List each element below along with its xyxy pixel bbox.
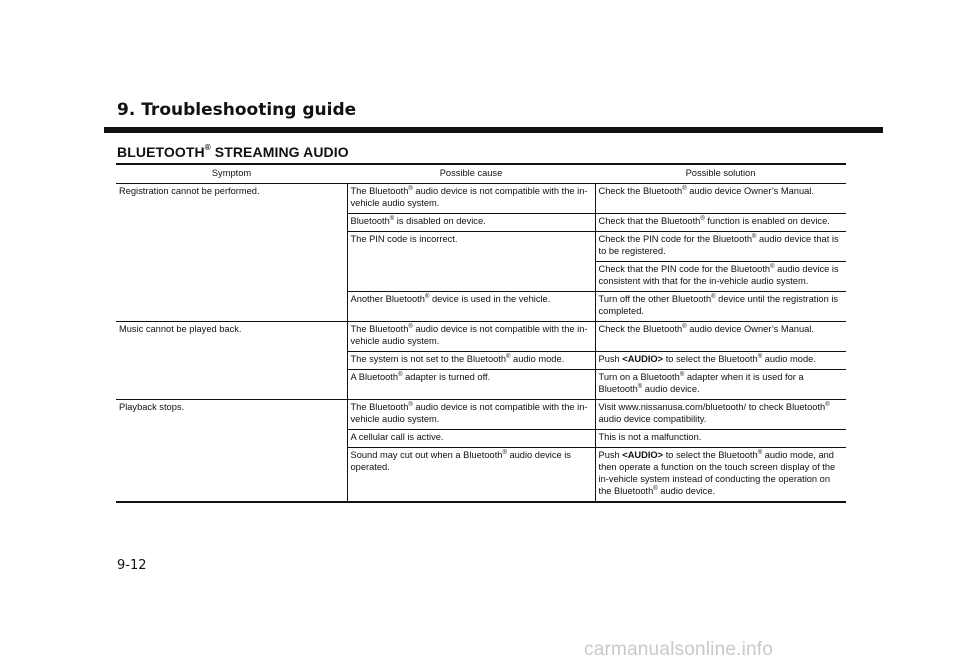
table-row — [116, 400, 846, 430]
table-header-row — [116, 164, 846, 184]
cause-cell: The Bluetooth® audio device is not compatible with the in-vehicle audio system. — [347, 322, 595, 352]
cause-cell: Sound may cut out when a Bluetooth® audio device is operated. — [347, 448, 595, 503]
solution-cell: This is not a malfunction. — [595, 430, 846, 448]
cause-cell: The Bluetooth® audio device is not compatible with the in-vehicle audio system. — [347, 400, 595, 430]
symptom-cell: Music cannot be played back. — [116, 322, 347, 400]
solution-cell: Push <AUDIO> to select the Bluetooth® audio mode, and then operate a function on the touch screen display of the in-vehicle system instead of conducting the operation on the Bluetooth® audio device. — [595, 448, 846, 503]
troubleshooting-table — [116, 163, 846, 503]
header-symptom: Symptom — [116, 164, 347, 184]
header-possible-solution: Possible solution — [595, 164, 846, 184]
section-title — [117, 144, 349, 160]
table-row — [116, 184, 846, 214]
solution-cell: Check the PIN code for the Bluetooth® audio device that is to be registered. — [595, 232, 846, 262]
watermark-text: carmanualsonline.info — [584, 639, 774, 660]
header-possible-cause: Possible cause — [347, 164, 595, 184]
cause-cell: The Bluetooth® audio device is not compatible with the in-vehicle audio system. — [347, 184, 595, 214]
table-body — [116, 184, 846, 503]
chapter-rule — [104, 127, 883, 133]
section-title-rest: STREAMING AUDIO — [210, 144, 349, 160]
cause-cell: Another Bluetooth® device is used in the vehicle. — [347, 292, 595, 322]
section-title-main: BLUETOOTH — [117, 144, 205, 160]
solution-cell: Visit www.nissanusa.com/bluetooth/ to check Bluetooth® audio device compatibility. — [595, 400, 846, 430]
solution-cell: Push <AUDIO> to select the Bluetooth® audio mode. — [595, 352, 846, 370]
solution-cell: Check that the PIN code for the Bluetooth® audio device is consistent with that for the in-vehicle audio system. — [595, 262, 846, 292]
cause-cell: A Bluetooth® adapter is turned off. — [347, 370, 595, 400]
solution-cell: Turn off the other Bluetooth® device until the registration is completed. — [595, 292, 846, 322]
cause-cell: The PIN code is incorrect. — [347, 232, 595, 292]
page-number: 9-12 — [117, 558, 147, 573]
solution-cell: Check that the Bluetooth® function is enabled on device. — [595, 214, 846, 232]
cause-cell: Bluetooth® is disabled on device. — [347, 214, 595, 232]
symptom-cell: Playback stops. — [116, 400, 347, 503]
symptom-cell: Registration cannot be performed. — [116, 184, 347, 322]
chapter-title: 9. Troubleshooting guide — [117, 100, 357, 120]
solution-cell: Check the Bluetooth® audio device Owner’s Manual. — [595, 322, 846, 352]
solution-cell: Turn on a Bluetooth® adapter when it is used for a Bluetooth® audio device. — [595, 370, 846, 400]
cause-cell: A cellular call is active. — [347, 430, 595, 448]
registered-mark: ® — [204, 143, 211, 153]
cause-cell: The system is not set to the Bluetooth® audio mode. — [347, 352, 595, 370]
table-row — [116, 322, 846, 352]
solution-cell: Check the Bluetooth® audio device Owner’s Manual. — [595, 184, 846, 214]
